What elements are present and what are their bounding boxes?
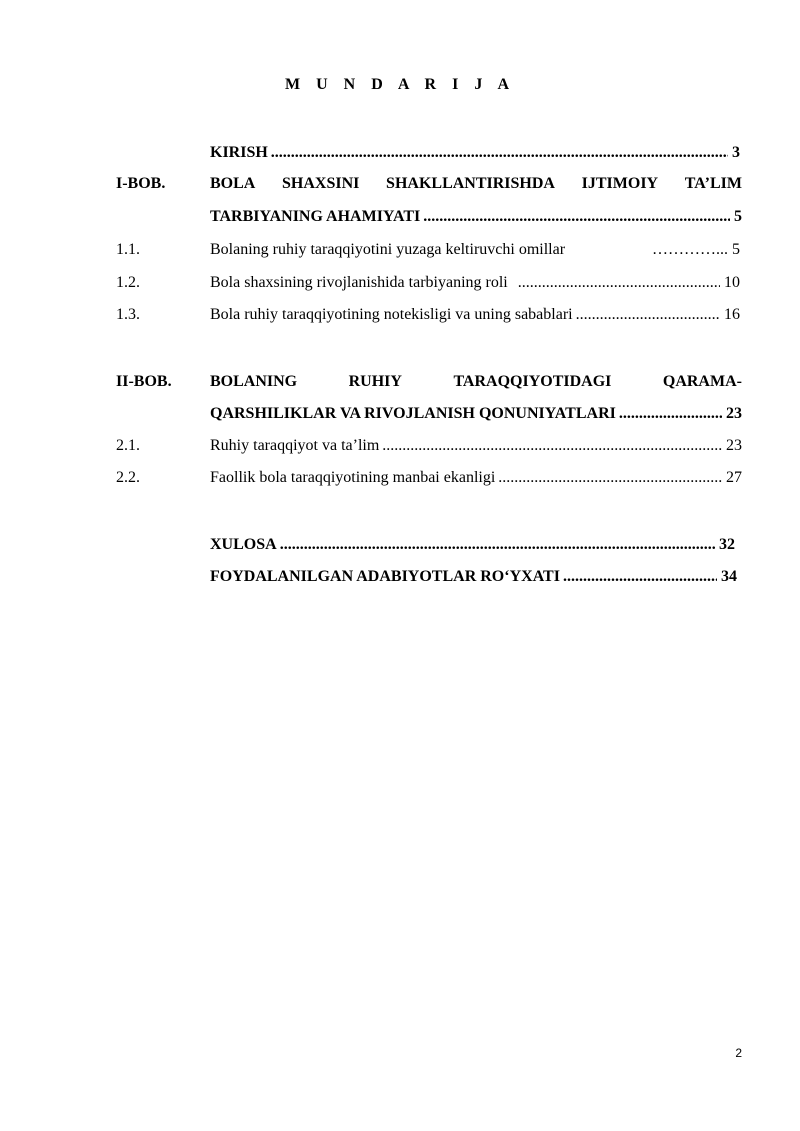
toc-page-number: 23 (726, 405, 742, 422)
chapter-title-word: BOLA (210, 175, 256, 192)
page-title: M U N D A R I J A (284, 76, 515, 93)
toc-chapter-1-heading[interactable] (0, 172, 800, 196)
dot-leader (379, 434, 722, 458)
toc-entry-line (210, 565, 737, 589)
dot-leader (268, 141, 728, 165)
chapter-title-word: SHAKLLANTIRISHDA (386, 175, 555, 192)
toc-entry-label: KIRISH (210, 144, 268, 161)
toc-entry-line (210, 533, 735, 557)
section-title: Faollik bola taraqqiyotining manbai ekanligi (210, 469, 496, 486)
toc-page-number: 34 (721, 568, 737, 585)
toc-entry-line (210, 205, 742, 229)
toc-entry-line (210, 141, 740, 165)
dot-leader: …………... (652, 241, 728, 258)
toc-page-number: 23 (726, 437, 742, 454)
toc-page-number: 10 (724, 274, 740, 291)
chapter-title-word: TA’LIM (684, 175, 742, 192)
chapter-title-word: SHAXSINI (282, 175, 360, 192)
dot-leader (573, 303, 720, 327)
toc-entry-line (210, 271, 740, 295)
section-number: 2.1. (116, 437, 140, 454)
toc-entry-conclusion[interactable] (0, 533, 800, 557)
chapter-title-word: IJTIMOIY (581, 175, 659, 192)
section-title: Bola ruhiy taraqqiyotining notekisligi va uning sabablari (210, 306, 573, 323)
section-title: Ruhiy taraqqiyot va ta’lim (210, 437, 380, 454)
toc-page-number: 16 (724, 306, 740, 323)
section-number: 1.1. (116, 241, 140, 258)
section-title: Bola shaxsining rivojlanishida tarbiyaning roli (210, 274, 508, 291)
toc-entry-line (210, 402, 742, 426)
section-number: 1.3. (116, 306, 140, 323)
toc-entry-label: FOYDALANILGAN ADABIYOTLAR RO‘YXATI (210, 568, 560, 585)
chapter-title-line-2: TARBIYANING AHAMIYATI (210, 208, 421, 225)
section-number: 2.2. (116, 469, 140, 486)
page-number: 2 (735, 1046, 742, 1060)
chapter-title-line-1 (210, 370, 742, 394)
toc-section-1-3[interactable] (0, 303, 800, 327)
chapter-number: II-BOB. (116, 373, 172, 390)
toc-chapter-2-title-end[interactable] (0, 402, 800, 426)
dot-leader (277, 533, 715, 557)
dot-leader (420, 205, 730, 229)
toc-page-number: 32 (719, 536, 735, 553)
chapter-title-line-2: QARSHILIKLAR VA RIVOJLANISH QONUNIYATLARI (210, 405, 616, 422)
toc-entry-line (210, 303, 740, 327)
toc-section-1-2[interactable] (0, 271, 800, 295)
dot-leader (616, 402, 722, 426)
toc-entry-line (210, 238, 740, 262)
chapter-title-word: RUHIY (348, 373, 402, 390)
section-title: Bolaning ruhiy taraqqiyotini yuzaga keltiruvchi omillar (210, 241, 566, 258)
toc-page-number: 27 (726, 469, 742, 486)
dot-leader (560, 565, 717, 589)
chapter-number: I-BOB. (116, 175, 166, 192)
toc-entry-references[interactable] (0, 565, 800, 589)
toc-section-2-2[interactable] (0, 466, 800, 490)
toc-entry-label: XULOSA (210, 536, 277, 553)
toc-entry-line (210, 434, 742, 458)
dot-leader (495, 466, 722, 490)
toc-page-number: 3 (732, 144, 740, 161)
toc-page-number: 5 (732, 241, 740, 258)
toc-page-number: 5 (734, 208, 742, 225)
toc-section-2-1[interactable] (0, 434, 800, 458)
chapter-title-word: BOLANING (210, 373, 298, 390)
dot-leader (508, 271, 720, 295)
chapter-title-word: QARAMA- (662, 373, 742, 390)
toc-section-1-1[interactable] (0, 238, 800, 262)
toc-chapter-2-heading[interactable] (0, 370, 800, 394)
toc-entry-line (210, 466, 742, 490)
toc-chapter-1-title-end[interactable] (0, 205, 800, 229)
chapter-title-word: TARAQQIYOTIDAGI (453, 373, 612, 390)
section-number: 1.2. (116, 274, 140, 291)
toc-entry-intro[interactable] (0, 141, 800, 165)
chapter-title-line-1 (210, 172, 742, 196)
